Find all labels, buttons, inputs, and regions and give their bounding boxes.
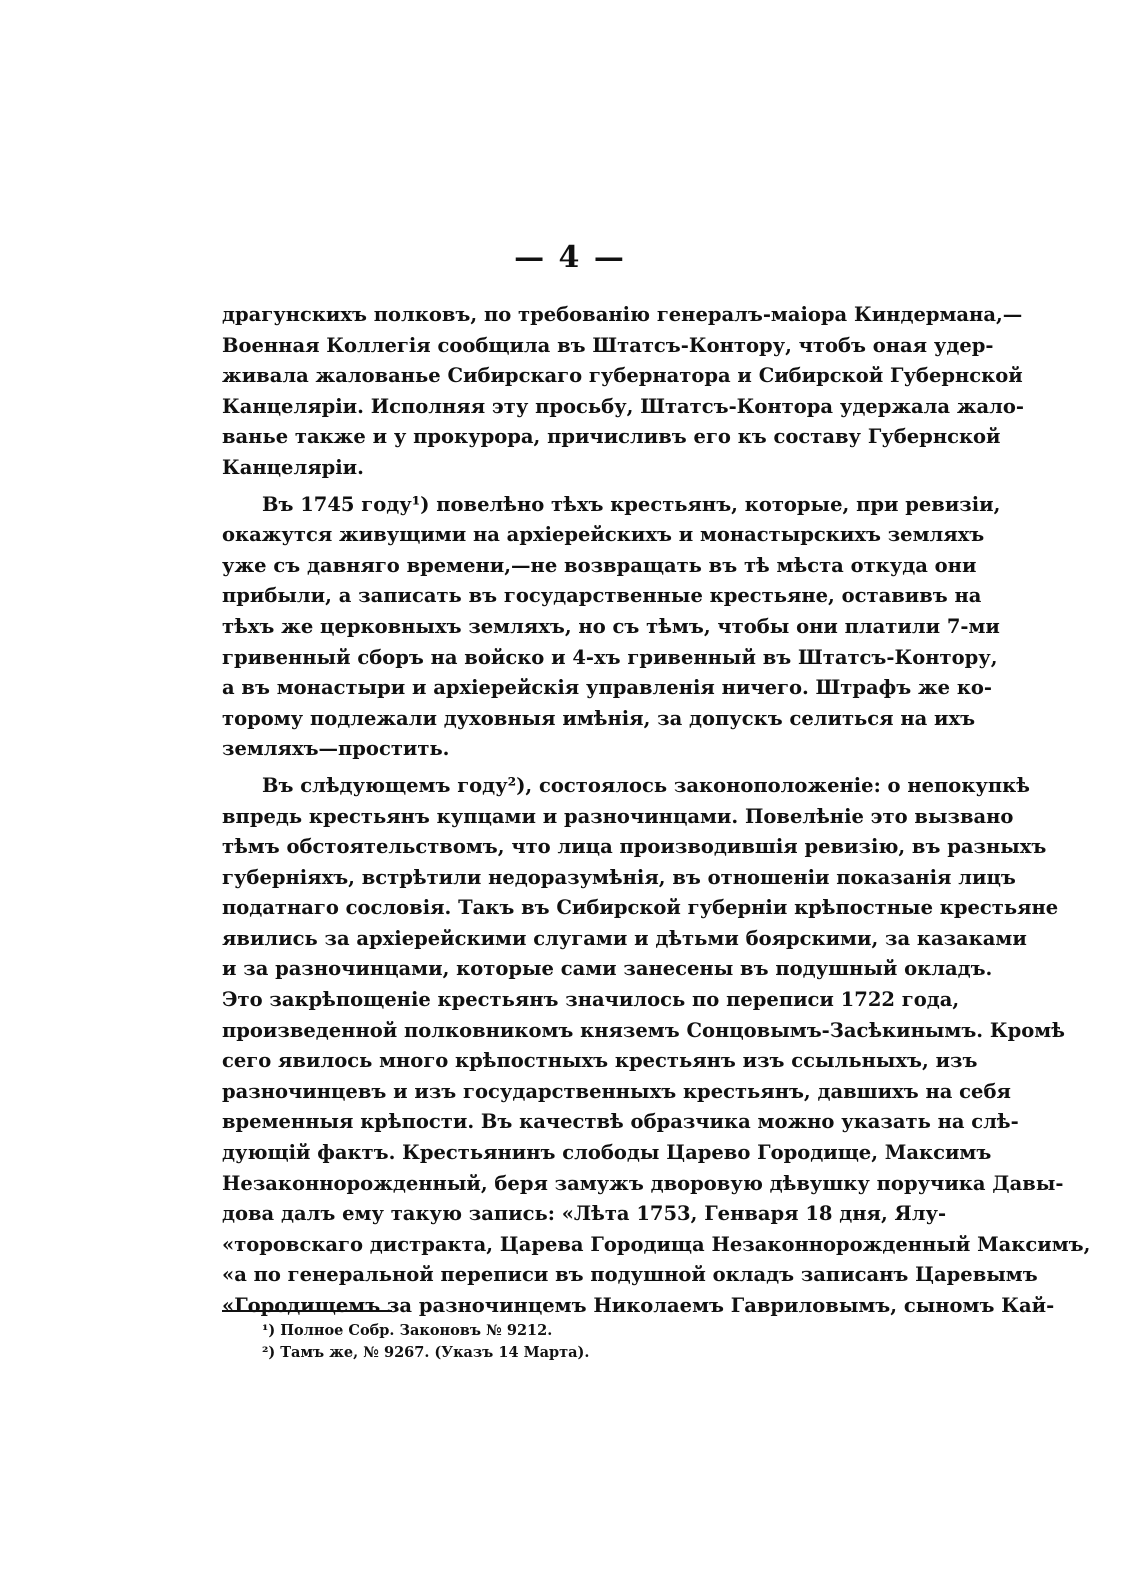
- text-line: дова далъ ему такую запись: «Лѣта 1753, Генваря 18 дня, Ялу-: [222, 1202, 947, 1226]
- text-line: окажутся живущими на архіерейскихъ и монастырскихъ земляхъ: [222, 523, 985, 547]
- paragraph: [222, 300, 1025, 484]
- text-line: Въ 1745 году¹) повелѣно тѣхъ крестьянъ, которые, при ревизіи,: [262, 492, 1001, 516]
- text-line: тѣмъ обстоятельствомъ, что лица производившія ревизію, въ разныхъ: [222, 835, 1047, 859]
- text-line: земляхъ—простить.: [222, 737, 450, 761]
- text-line: временныя крѣпости. Въ качествѣ образчика можно указать на слѣ-: [222, 1110, 1019, 1134]
- text-line: драгунскихъ полковъ, по требованію генералъ-маіора Киндермана,—: [222, 303, 1023, 326]
- text-line: прибыли, а записать въ государственные крестьяне, оставивъ на: [222, 584, 982, 608]
- text-line: тѣхъ же церковныхъ земляхъ, но съ тѣмъ, чтобы они платили 7-ми: [222, 614, 1000, 638]
- text-line: живала жалованье Сибирскаго губернатора и Сибирской Губернской: [222, 364, 1023, 388]
- text-line: произведенной полковникомъ княземъ Сонцовымъ-Засѣкинымъ. Кромѣ: [222, 1018, 1065, 1042]
- text-line: гривенный сборъ на войско и 4-хъ гривенный въ Штатсъ-Контору,: [222, 645, 998, 669]
- text-line: «а по генеральной переписи въ подушной окладъ записанъ Царевымъ: [222, 1263, 1038, 1287]
- text-line: Въ слѣдующемъ году²), состоялось законоположеніе: о непокупкѣ: [262, 773, 1030, 797]
- text-line: Военная Коллегія сообщила въ Штатсъ-Контору, чтобъ оная удер-: [222, 333, 994, 357]
- text-line: сего явилось много крѣпостныхъ крестьянъ изъ ссыльныхъ, изъ: [222, 1049, 978, 1073]
- text-line: Это закрѣпощеніе крестьянъ значилось по переписи 1722 года,: [222, 988, 960, 1012]
- text-line: явились за архіерейскими слугами и дѣтьми боярскими, за казаками: [222, 926, 1027, 950]
- text-line: торому подлежали духовныя имѣнія, за допускъ селиться на ихъ: [222, 706, 976, 730]
- body-text: [222, 300, 1091, 1322]
- text-line: впредь крестьянъ купцами и разночинцами. Повелѣніе это вызвано: [222, 804, 1014, 828]
- footnotes: [262, 1320, 862, 1364]
- footnote: ²) Тамъ же, № 9267. (Указъ 14 Марта).: [262, 1344, 590, 1361]
- text-line: Канцеляріи.: [222, 455, 364, 479]
- text-line: податнаго сословія. Такъ въ Сибирской губерніи крѣпостные крестьяне: [222, 896, 1059, 920]
- text-line: «торовскаго дистракта, Царева Городища Незаконнорожденный Максимъ,: [222, 1232, 1091, 1256]
- text-line: губерніяхъ, встрѣтили недоразумѣнія, въ отношеніи показанія лицъ: [222, 865, 1016, 889]
- text-line: разночинцевъ и изъ государственныхъ крестьянъ, давшихъ на себя: [222, 1079, 1011, 1103]
- text-line: Незаконнорожденный, беря замужъ дворовую дѣвушку поручика Давы-: [222, 1171, 1064, 1195]
- text-line: и за разночинцами, которые сами занесены въ подушный окладъ.: [222, 957, 993, 981]
- text-line: а въ монастыри и архіерейскія управленія ничего. Штрафъ же ко-: [222, 676, 993, 700]
- text-line: дующій фактъ. Крестьянинъ слободы Царево Городище, Максимъ: [222, 1141, 992, 1165]
- page-number: — 4 —: [514, 240, 626, 275]
- text-line: ванье также и у прокурора, причисливъ его къ составу Губернской: [222, 425, 1001, 449]
- footnote: ¹) Полное Собр. Законовъ № 9212.: [262, 1322, 553, 1339]
- paragraph: [222, 771, 1091, 1322]
- footnote-divider: [222, 1310, 392, 1312]
- paragraph: [222, 490, 1001, 765]
- text-line: уже съ давняго времени,—не возвращать въ тѣ мѣста откуда они: [222, 553, 977, 577]
- text-line: Канцеляріи. Исполняя эту просьбу, Штатсъ-Контора удержала жало-: [222, 394, 1025, 418]
- text-line: «Городищемъ за разночинцемъ Николаемъ Гавриловымъ, сыномъ Кай-: [222, 1294, 1055, 1317]
